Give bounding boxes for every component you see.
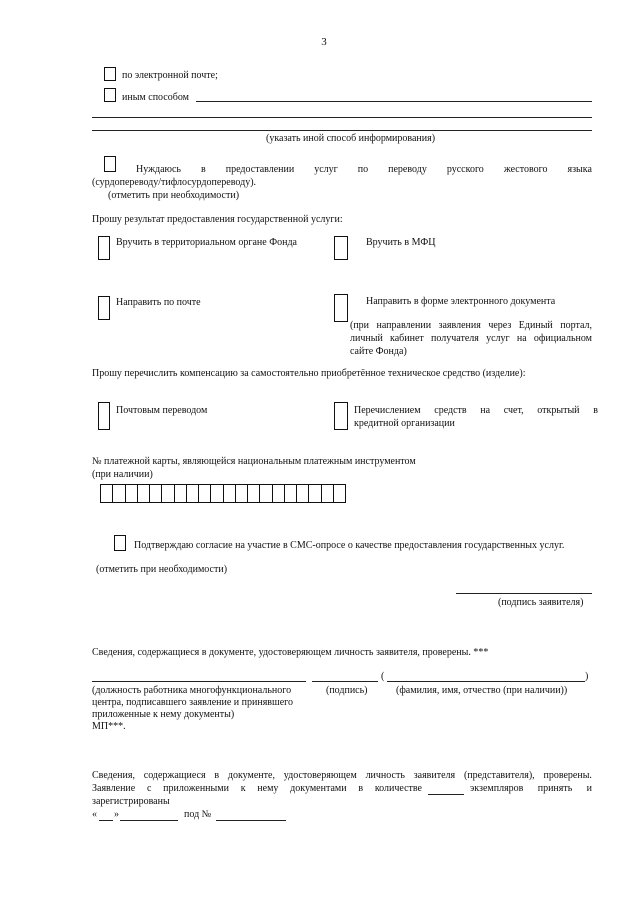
deliver-fund-checkbox[interactable] — [98, 236, 110, 260]
deliver-mfc-label: Вручить в МФЦ — [366, 237, 436, 248]
card-digit-cell[interactable] — [150, 485, 162, 502]
email-checkbox[interactable] — [104, 67, 116, 81]
date-day-line[interactable] — [99, 820, 113, 821]
sign-language-word: предоставлении — [225, 164, 295, 175]
registration-line-2-left — [92, 783, 422, 795]
electronic-note-line-3: сайте Фонда) — [350, 346, 407, 357]
sign-language-note: (отметить при необходимости) — [108, 190, 240, 201]
sign-language-word: переводу — [388, 164, 427, 175]
card-digit-cell[interactable] — [101, 485, 113, 502]
postal-transfer-checkbox[interactable] — [98, 402, 110, 430]
registration-word: Заявление — [92, 783, 136, 794]
registration-word: приложенными — [163, 783, 229, 794]
registration-word: содержащиеся — [143, 770, 206, 781]
applicant-signature-label: (подпись заявителя) — [498, 597, 584, 608]
card-digit-cell[interactable] — [138, 485, 150, 502]
card-digit-cell[interactable] — [334, 485, 345, 502]
registration-word: принять — [537, 783, 573, 794]
registration-word: нему — [257, 783, 279, 794]
registration-word: с — [146, 783, 152, 794]
registration-line-3: зарегистрированы — [92, 796, 170, 807]
verification-text: Сведения, содержащиеся в документе, удостоверяющем личность заявителя, проверены. *** — [92, 647, 489, 658]
registration-number-line[interactable] — [216, 820, 286, 821]
name-paren-open: ( — [381, 671, 385, 682]
card-digit-cell[interactable] — [309, 485, 321, 502]
page-number: 3 — [321, 36, 327, 48]
sign-language-word: Нуждаюсь — [136, 164, 181, 175]
other-method-checkbox[interactable] — [104, 88, 116, 102]
card-number-cells[interactable] — [100, 484, 346, 503]
card-digit-cell[interactable] — [260, 485, 272, 502]
other-method-input-line[interactable] — [196, 101, 592, 102]
card-digit-cell[interactable] — [199, 485, 211, 502]
email-option-label: по электронной почте; — [122, 70, 218, 81]
sign-language-word: русского — [446, 164, 484, 175]
card-digit-cell[interactable] — [322, 485, 334, 502]
date-month-line[interactable] — [120, 820, 178, 821]
card-digit-cell[interactable] — [162, 485, 174, 502]
deliver-mfc-checkbox[interactable] — [334, 236, 348, 260]
employee-position-caption-2: центра, подписавшего заявление и принявшего — [92, 697, 294, 708]
result-heading: Прошу результат предоставления государственной услуги: — [92, 214, 343, 225]
registration-word: и — [586, 783, 592, 794]
registration-word: документами — [290, 783, 347, 794]
stamp-label: МП***. — [92, 721, 126, 732]
registration-line-1 — [92, 770, 592, 782]
sign-language-word: жестового — [503, 164, 548, 175]
employee-name-caption: (фамилия, имя, отчество (при наличии)) — [396, 685, 568, 696]
account-transfer-line-2: кредитной организации — [354, 418, 455, 429]
other-method-hint: (указать иной способ информирования) — [266, 133, 436, 144]
card-digit-cell[interactable] — [236, 485, 248, 502]
sign-language-word: услуг — [314, 164, 338, 175]
registration-number-label: под № — [184, 809, 212, 820]
registration-word: Сведения, — [92, 770, 135, 781]
registration-word: личность — [365, 770, 405, 781]
account-transfer-checkbox[interactable] — [334, 402, 348, 430]
sign-language-line-1 — [136, 164, 592, 176]
other-method-label: иным способом — [122, 92, 189, 103]
send-mail-checkbox[interactable] — [98, 296, 110, 320]
registration-word: в — [214, 770, 220, 781]
registration-word: к — [240, 783, 246, 794]
card-digit-cell[interactable] — [126, 485, 138, 502]
registration-word: количестве — [374, 783, 422, 794]
registration-line-2-right — [470, 783, 592, 795]
account-word: Перечислением — [354, 405, 421, 416]
registration-word: проверены. — [543, 770, 592, 781]
account-transfer-line-1 — [354, 405, 598, 417]
card-digit-cell[interactable] — [211, 485, 223, 502]
sign-language-word: по — [357, 164, 369, 175]
account-word: открытый — [537, 405, 580, 416]
employee-signature-caption: (подпись) — [326, 685, 368, 696]
employee-position-line[interactable] — [92, 681, 306, 682]
sign-language-checkbox[interactable] — [104, 156, 116, 172]
deliver-fund-label: Вручить в территориальном органе Фонда — [116, 237, 297, 248]
card-digit-cell[interactable] — [187, 485, 199, 502]
card-label-line-1: № платежной карты, являющейся национальным платежным инструментом — [92, 456, 416, 467]
employee-position-caption-1: (должность работника многофункционального — [92, 685, 292, 696]
card-digit-cell[interactable] — [297, 485, 309, 502]
registration-word: экземпляров — [470, 783, 524, 794]
account-word: счет, — [503, 405, 524, 416]
other-method-input-line-2[interactable] — [92, 117, 592, 118]
employee-position-caption-3: приложенные к нему документы) — [92, 709, 235, 720]
sign-language-word: в — [201, 164, 206, 175]
postal-transfer-label: Почтовым переводом — [116, 405, 208, 416]
account-word: средств — [434, 405, 467, 416]
employee-signature-line[interactable] — [312, 681, 378, 682]
card-digit-cell[interactable] — [224, 485, 236, 502]
sms-consent-label: Подтверждаю согласие на участие в СМС-опросе о качестве предоставления государственных услуг. — [134, 540, 565, 551]
card-digit-cell[interactable] — [285, 485, 297, 502]
registration-word: (представителя), — [463, 770, 535, 781]
sms-consent-note: (отметить при необходимости) — [96, 564, 228, 575]
electronic-note-line-2: личный кабинет получателя услуг на официальном — [350, 333, 592, 344]
send-electronic-checkbox[interactable] — [334, 294, 348, 322]
account-word: в — [593, 405, 598, 416]
registration-word: документе, — [227, 770, 275, 781]
registration-word: в — [358, 783, 364, 794]
card-digit-cell[interactable] — [175, 485, 187, 502]
account-word: на — [480, 405, 491, 416]
card-digit-cell[interactable] — [248, 485, 260, 502]
compensation-heading: Прошу перечислить компенсацию за самостоятельно приобретённое техническое средство (изделие): — [92, 368, 526, 379]
send-mail-label: Направить по почте — [116, 297, 201, 308]
card-digit-cell[interactable] — [273, 485, 285, 502]
other-method-input-line-3[interactable] — [92, 130, 592, 131]
card-label-line-2: (при наличии) — [92, 469, 153, 480]
send-electronic-label: Направить в форме электронного документа — [366, 296, 556, 307]
date-open-quote: « — [92, 809, 97, 820]
employee-name-line[interactable] — [387, 681, 585, 682]
copies-count-line[interactable] — [428, 794, 464, 795]
applicant-signature-line[interactable] — [456, 593, 592, 594]
sms-consent-checkbox[interactable] — [114, 535, 126, 551]
electronic-note-line-1: (при направлении заявления через Единый портал, — [350, 320, 592, 331]
card-digit-cell[interactable] — [113, 485, 125, 502]
name-paren-close: ) — [585, 671, 589, 682]
sign-language-word: языка — [567, 164, 592, 175]
sign-language-line-2: (сурдопереводу/тифлосурдопереводу). — [92, 177, 257, 188]
registration-word: заявителя — [413, 770, 456, 781]
registration-word: удостоверяющем — [283, 770, 357, 781]
date-close-quote: » — [114, 809, 119, 820]
